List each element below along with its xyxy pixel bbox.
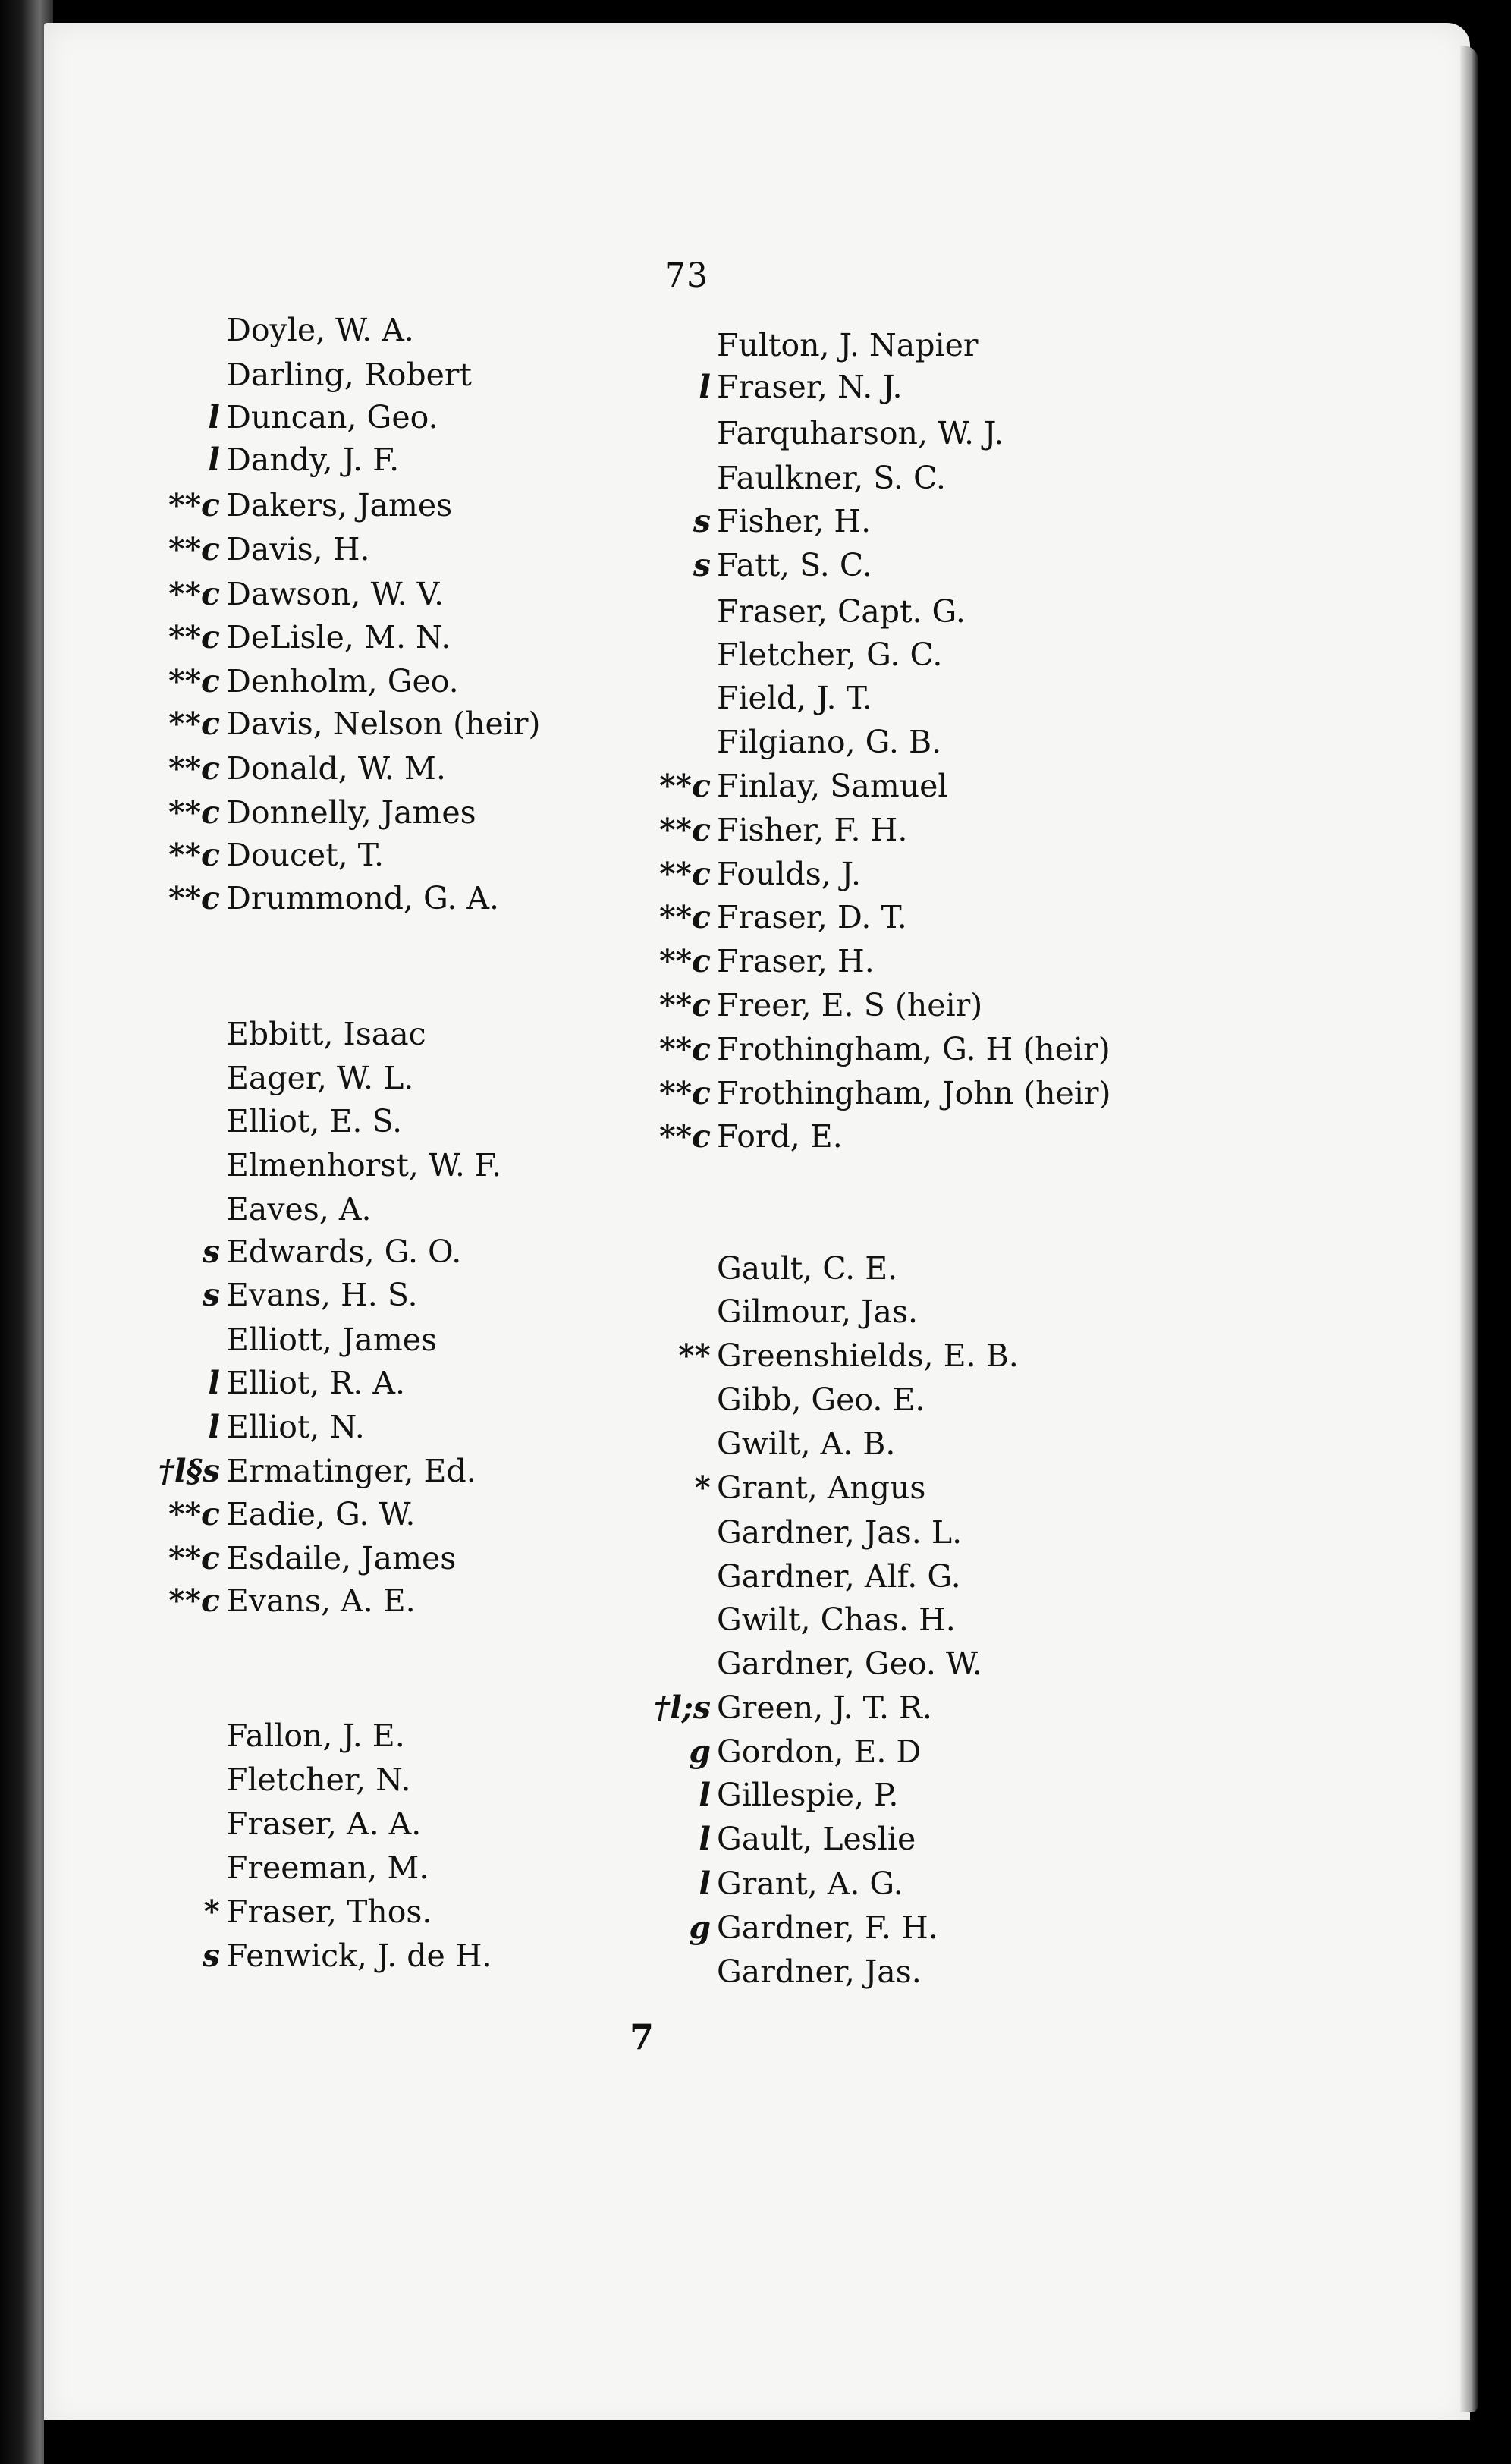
list-item: [202, 1938, 492, 1974]
entry-name: Fletcher, G. C.: [717, 636, 943, 673]
entry-name: Eadie, G. W.: [226, 1496, 416, 1532]
list-item: [168, 576, 445, 612]
entry-mark: **c: [659, 987, 711, 1023]
entry-mark: **c: [168, 619, 220, 655]
entry-name: Elliot, R. A.: [226, 1365, 406, 1401]
list-item: [168, 706, 541, 742]
list-item: [717, 1515, 962, 1550]
list-item: [699, 369, 903, 405]
entry-name: Elliot, N.: [226, 1409, 365, 1445]
entry-name: Green, J. T. R.: [717, 1689, 932, 1726]
list-item: [168, 1582, 416, 1619]
entry-name: DeLisle, M. N.: [226, 619, 451, 655]
entry-name: Farquharson, W. J.: [717, 415, 1004, 451]
list-item: [659, 812, 908, 848]
entry-mark: **c: [168, 663, 220, 699]
list-item: [168, 663, 459, 699]
entry-name: Elliott, James: [226, 1322, 438, 1358]
entry-name: Fraser, A. A.: [226, 1806, 422, 1842]
list-item: [717, 1646, 982, 1681]
list-item: [659, 943, 875, 979]
list-item: [659, 1075, 1111, 1111]
entry-mark: **c: [659, 856, 711, 892]
entry-mark: **c: [168, 706, 220, 742]
entry-mark: **c: [168, 837, 220, 873]
entry-mark: s: [202, 1234, 220, 1270]
entry-name: Esdaile, James: [226, 1540, 457, 1576]
list-item: [717, 1426, 895, 1461]
entry-mark: s: [693, 547, 711, 583]
entry-name: Finlay, Samuel: [717, 768, 948, 804]
list-item: [202, 1234, 462, 1270]
entry-mark: l: [208, 442, 220, 478]
list-item: [678, 1337, 1019, 1374]
entry-mark: **c: [659, 943, 711, 979]
list-item: [226, 1061, 413, 1095]
entry-mark: l: [699, 1821, 711, 1857]
entry-mark: **c: [659, 1031, 711, 1067]
entry-name: Filgiano, G. B.: [717, 724, 942, 760]
list-item: [168, 750, 446, 787]
list-item: [226, 1017, 426, 1051]
list-item: [168, 619, 451, 655]
entry-mark: l: [208, 399, 220, 435]
entry-mark: **c: [168, 1582, 220, 1619]
signature-mark: 7: [630, 2016, 655, 2057]
list-item: [168, 1496, 416, 1532]
entry-name: Ermatinger, Ed.: [226, 1453, 476, 1489]
list-item: [699, 1821, 916, 1857]
entry-mark: **c: [168, 750, 220, 787]
list-item: [208, 1409, 365, 1445]
list-item: [208, 1365, 406, 1401]
entry-mark: l: [208, 1365, 220, 1401]
entry-name: Foulds, J.: [717, 856, 862, 892]
entry-mark: **c: [659, 899, 711, 935]
entry-mark: **c: [168, 794, 220, 831]
entry-name: Freer, E. S (heir): [717, 987, 983, 1023]
entry-name: Frothingham, John (heir): [717, 1075, 1111, 1111]
entry-name: Ford, E.: [717, 1118, 843, 1155]
entry-name: Gordon, E. D: [717, 1733, 922, 1770]
list-item: [226, 1148, 501, 1183]
entry-name: Gault, Leslie: [717, 1821, 916, 1857]
entry-mark: **: [678, 1337, 711, 1374]
scanner-bottom-edge: [44, 2420, 1478, 2464]
list-item: [168, 837, 385, 873]
entry-name: Gault, C. E.: [717, 1250, 898, 1287]
entry-mark: s: [202, 1938, 220, 1974]
entry-name: Faulkner, S. C.: [717, 460, 946, 496]
entry-name: Gillespie, P.: [717, 1777, 899, 1813]
entry-name: Fatt, S. C.: [717, 547, 872, 583]
entry-mark: **c: [168, 1496, 220, 1532]
list-item: [717, 1954, 922, 1989]
entry-name: Fraser, D. T.: [717, 899, 907, 935]
entry-name: Donnelly, James: [226, 794, 476, 831]
entry-name: Grant, Angus: [717, 1469, 926, 1506]
entry-name: Gibb, Geo. E.: [717, 1381, 925, 1418]
entry-mark: **c: [168, 487, 220, 523]
entry-mark: g: [689, 1909, 711, 1946]
entry-name: Fraser, Capt. G.: [717, 593, 966, 630]
list-item: [168, 531, 370, 567]
list-item: [659, 768, 948, 804]
entry-name: Gardner, Jas.: [717, 1953, 922, 1990]
entry-name: Elmenhorst, W. F.: [226, 1147, 501, 1183]
entry-name: Evans, A. E.: [226, 1582, 416, 1619]
entry-name: Eager, W. L.: [226, 1060, 414, 1096]
list-item: [226, 1322, 437, 1357]
list-item: [659, 987, 983, 1023]
list-item: [168, 794, 476, 831]
entry-name: Freeman, M.: [226, 1850, 429, 1886]
entry-name: Gwilt, A. B.: [717, 1425, 896, 1462]
entry-mark: †l§s: [158, 1453, 220, 1489]
list-item: [659, 1118, 843, 1155]
entry-mark: s: [202, 1277, 220, 1313]
list-item: [717, 1294, 918, 1329]
entry-name: Fenwick, J. de H.: [226, 1938, 492, 1974]
entry-mark: **c: [168, 1540, 220, 1576]
entry-name: Gwilt, Chas. H.: [717, 1601, 956, 1638]
list-item: [226, 1806, 421, 1841]
entry-name: Gardner, Jas. L.: [717, 1514, 963, 1551]
list-item: [226, 1718, 405, 1753]
entry-mark: l: [699, 1777, 711, 1813]
entry-name: Doyle, W. A.: [226, 312, 414, 348]
list-item: [717, 416, 1004, 451]
list-item: [226, 1104, 402, 1139]
list-item: [717, 1602, 956, 1637]
entry-name: Grant, A. G.: [717, 1865, 903, 1902]
list-item: [689, 1909, 938, 1946]
list-item: [717, 724, 941, 759]
list-item: [203, 1894, 432, 1930]
entry-name: Fisher, F. H.: [717, 812, 908, 848]
list-item: [659, 1031, 1110, 1067]
page-stack-edge: [1460, 46, 1478, 2412]
list-item: [717, 594, 966, 629]
list-item: [717, 680, 872, 715]
entry-mark: *: [203, 1894, 220, 1930]
list-item: [208, 442, 400, 478]
list-item: [717, 460, 946, 495]
entry-name: Edwards, G. O.: [226, 1234, 462, 1270]
list-item: [226, 313, 414, 347]
entry-mark: **c: [659, 768, 711, 804]
list-item: [689, 1733, 922, 1770]
entry-mark: *: [694, 1469, 711, 1506]
list-item: [208, 399, 438, 435]
list-item: [699, 1865, 903, 1902]
list-item: [717, 1382, 925, 1417]
entry-name: Greenshields, E. B.: [717, 1337, 1019, 1374]
entry-mark: **c: [168, 576, 220, 612]
list-item: [693, 547, 872, 583]
list-item: [693, 503, 872, 539]
list-item: [717, 1251, 897, 1286]
entry-mark: †l;s: [653, 1689, 711, 1726]
entry-name: Fisher, H.: [717, 503, 872, 539]
entry-mark: l: [208, 1409, 220, 1445]
list-item: [659, 899, 907, 935]
entry-name: Dandy, J. F.: [226, 442, 400, 478]
list-item: [694, 1469, 926, 1506]
list-item: [226, 357, 472, 392]
list-item: [168, 1540, 457, 1576]
entry-name: Elliot, E. S.: [226, 1103, 403, 1139]
list-item: [717, 328, 978, 363]
entry-name: Fulton, J. Napier: [717, 327, 979, 363]
list-item: [226, 1850, 429, 1885]
entry-name: Gardner, Alf. G.: [717, 1558, 961, 1595]
entry-name: Fletcher, N.: [226, 1762, 411, 1798]
list-item: [659, 856, 862, 892]
entry-name: Donald, W. M.: [226, 750, 446, 787]
list-item: [717, 1559, 961, 1594]
list-item: [699, 1777, 899, 1813]
list-item: [653, 1689, 932, 1726]
entry-mark: l: [699, 1865, 711, 1902]
entry-name: Evans, H. S.: [226, 1277, 418, 1313]
entry-name: Dawson, W. V.: [226, 576, 445, 612]
entry-name: Davis, H.: [226, 531, 370, 567]
entry-mark: **c: [168, 531, 220, 567]
list-item: [168, 880, 500, 916]
list-item: [226, 1192, 372, 1227]
entry-name: Fraser, Thos.: [226, 1894, 432, 1930]
list-item: [226, 1762, 410, 1797]
entry-mark: l: [699, 369, 711, 405]
entry-name: Fraser, N. J.: [717, 369, 903, 405]
entry-name: Gilmour, Jas.: [717, 1293, 919, 1330]
entry-name: Fallon, J. E.: [226, 1718, 405, 1754]
entry-name: Ebbitt, Isaac: [226, 1016, 426, 1052]
entry-name: Darling, Robert: [226, 357, 472, 393]
entry-name: Gardner, Geo. W.: [717, 1645, 982, 1682]
entry-name: Gardner, F. H.: [717, 1909, 938, 1946]
entry-mark: **c: [659, 1118, 711, 1155]
entry-mark: s: [693, 503, 711, 539]
entry-name: Fraser, H.: [717, 943, 875, 979]
page-number: 73: [664, 256, 708, 295]
entry-name: Dakers, James: [226, 487, 453, 523]
entry-name: Davis, Nelson (heir): [226, 706, 541, 742]
entry-mark: **c: [659, 812, 711, 848]
entry-name: Frothingham, G. H (heir): [717, 1031, 1110, 1067]
entry-mark: g: [689, 1733, 711, 1770]
list-item: [158, 1453, 476, 1489]
list-item: [717, 637, 942, 672]
entry-mark: **c: [659, 1075, 711, 1111]
entry-name: Duncan, Geo.: [226, 399, 438, 435]
entry-mark: **c: [168, 880, 220, 916]
entry-name: Field, J. T.: [717, 680, 872, 716]
list-item: [202, 1277, 418, 1313]
entry-name: Drummond, G. A.: [226, 880, 500, 916]
entry-name: Denholm, Geo.: [226, 663, 459, 699]
list-item: [168, 487, 453, 523]
entry-name: Doucet, T.: [226, 837, 385, 873]
entry-name: Eaves, A.: [226, 1191, 372, 1227]
